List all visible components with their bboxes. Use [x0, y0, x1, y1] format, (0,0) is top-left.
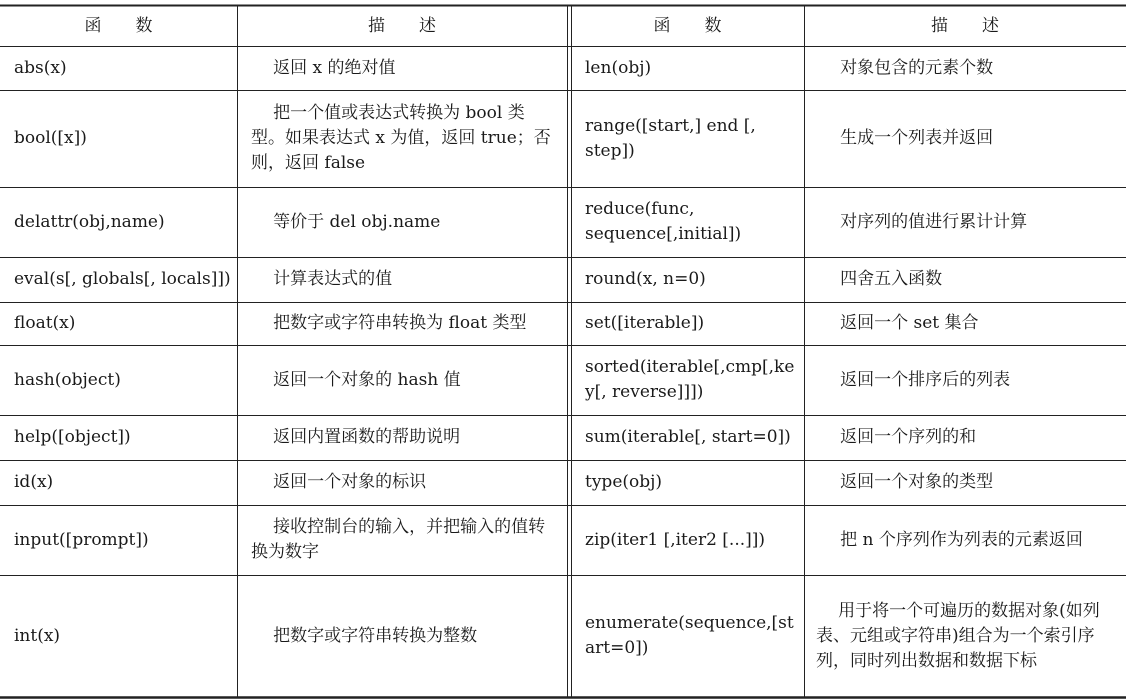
table-row-5-desc-left [237, 345, 567, 415]
table-row-8-func-left [0, 505, 237, 575]
table-row-6-desc-right [804, 415, 1126, 460]
table-row-6-func-left [0, 415, 237, 460]
table-row-5-func-left [0, 345, 237, 415]
header-func-right-text: 函 数 [653, 15, 722, 36]
func-desc: 把 n 个序列作为列表的元素返回 [840, 529, 1083, 550]
func-desc: 返回 x 的绝对值 [273, 57, 396, 78]
table-row-4-desc-left [237, 302, 567, 345]
table-row-2-func-left [0, 187, 237, 257]
header-func-left [0, 6, 237, 46]
func-desc: 对序列的值进行累计计算 [840, 211, 1028, 232]
func-name: range([start,] end [, step]) [585, 115, 762, 161]
table-row-0-func-right [571, 46, 804, 90]
header-func-right [571, 6, 804, 46]
table-row-8-func-right [571, 505, 804, 575]
func-name: round(x, n=0) [585, 269, 706, 289]
func-name: set([iterable]) [585, 313, 705, 333]
func-desc: 返回一个 set 集合 [840, 313, 979, 333]
func-desc: 返回内置函数的帮助说明 [273, 427, 461, 447]
table-row-1-desc-left [237, 90, 567, 187]
func-name: zip(iter1 [,iter2 [...]]) [585, 529, 766, 550]
func-name: type(obj) [585, 472, 663, 492]
table-row-1-func-right [571, 90, 804, 187]
table-row-9-func-left [0, 575, 237, 697]
table-row-9-func-right [571, 575, 804, 697]
table-row-7-func-left [0, 460, 237, 505]
table-row-7-desc-right [804, 460, 1126, 505]
func-desc: 接收控制台的输入，并把输入的值转换为数字 [251, 517, 546, 562]
func-desc: 生成一个列表并返回 [840, 128, 994, 148]
table-row-9-desc-right [804, 575, 1126, 697]
func-name: bool([x]) [14, 128, 87, 148]
func-desc: 返回一个排序后的列表 [840, 369, 1011, 390]
header-func-left-text: 函 数 [84, 15, 153, 36]
table-row-8-desc-left [237, 505, 567, 575]
func-desc: 把一个值或表达式转换为 bool 类型。如果表达式 x 为值，返回 true；否则，返回 false [251, 103, 551, 173]
table-row-0-desc-left [237, 46, 567, 90]
table-row-7-desc-left [237, 460, 567, 505]
func-name: sum(iterable[, start=0]) [585, 427, 791, 447]
table-row-6-desc-left [237, 415, 567, 460]
header-desc-left-text: 描 述 [368, 15, 436, 36]
func-name: eval(s[, globals[, locals]]) [14, 269, 231, 289]
table-row-6-func-right [571, 415, 804, 460]
table-row-3-func-right [571, 257, 804, 302]
func-name: sorted(iterable[,cmp[,key[, reverse]]]) [585, 357, 795, 402]
func-desc: 把数字或字符串转换为 float 类型 [273, 313, 527, 333]
table-row-3-desc-right [804, 257, 1126, 302]
func-name: id(x) [14, 472, 54, 492]
table-row-2-desc-left [237, 187, 567, 257]
func-desc: 把数字或字符串转换为整数 [273, 625, 478, 646]
table-row-5-func-right [571, 345, 804, 415]
func-name: enumerate(sequence,[start=0]) [585, 613, 794, 658]
func-desc: 对象包含的元素个数 [840, 57, 994, 78]
table-row-4-func-right [571, 302, 804, 345]
func-name: hash(object) [14, 369, 121, 390]
table-row-7-func-right [571, 460, 804, 505]
func-name: float(x) [14, 313, 76, 333]
table-row-3-desc-left [237, 257, 567, 302]
func-name: reduce(func, sequence[,initial]) [585, 199, 742, 244]
func-name: delattr(obj,name) [14, 211, 165, 232]
func-desc: 用于将一个可遍历的数据对象(如列表、元组或字符串)组合为一个索引序列，同时列出数据和数据下标 [816, 600, 1100, 671]
func-desc: 返回一个对象的 hash 值 [273, 369, 461, 390]
table-row-1-desc-right [804, 90, 1126, 187]
func-name: len(obj) [585, 57, 652, 78]
header-desc-left [237, 6, 567, 46]
func-desc: 返回一个对象的标识 [273, 472, 427, 492]
table-row-9-desc-left [237, 575, 567, 697]
table-row-2-desc-right [804, 187, 1126, 257]
func-name: input([prompt]) [14, 529, 149, 550]
func-name: int(x) [14, 625, 61, 646]
func-name: help([object]) [14, 427, 131, 447]
func-name: abs(x) [14, 57, 67, 78]
table-row-5-desc-right [804, 345, 1126, 415]
func-desc: 等价于 del obj.name [273, 211, 441, 232]
table-row-4-desc-right [804, 302, 1126, 345]
table-row-2-func-right [571, 187, 804, 257]
table-row-1-func-left [0, 90, 237, 187]
table-row-4-func-left [0, 302, 237, 345]
func-desc: 返回一个序列的和 [840, 427, 977, 447]
header-desc-right [804, 6, 1126, 46]
table-row-0-func-left [0, 46, 237, 90]
table-row-8-desc-right [804, 505, 1126, 575]
header-desc-right-text: 描 述 [931, 15, 999, 36]
table-row-3-func-left [0, 257, 237, 302]
table-row-0-desc-right [804, 46, 1126, 90]
func-desc: 四舍五入函数 [840, 269, 943, 289]
func-desc: 计算表达式的值 [273, 269, 393, 289]
func-desc: 返回一个对象的类型 [840, 472, 994, 492]
